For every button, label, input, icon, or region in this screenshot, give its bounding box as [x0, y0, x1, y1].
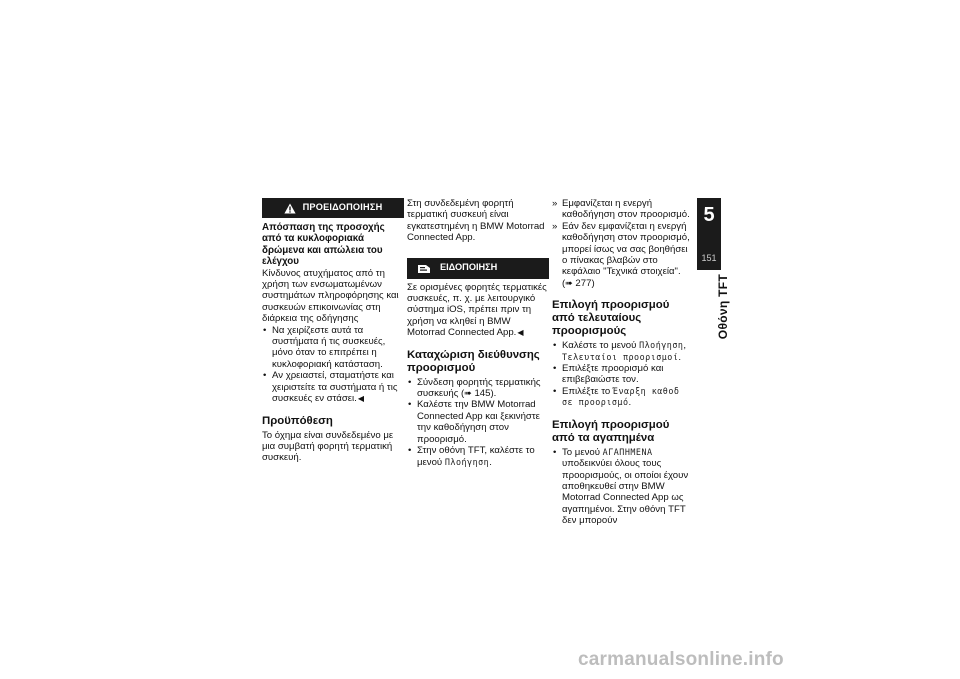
warning-list — [262, 325, 404, 405]
end-marker-icon: ◀ — [517, 328, 524, 338]
page-ref-arrow-icon: ➠ — [464, 388, 472, 399]
list-item: • Καλέστε το μενού Πλοήγηση, Τελευταίοι προορισμοί. — [552, 340, 694, 363]
list-item: • Επιλέξτε το Έναρξη καθοδ σε προορισμό. — [552, 386, 694, 409]
list-item: • Σύνδεση φορητής τερματικής συσκευής (➠ 145). — [407, 377, 549, 400]
warning-title: ΠΡΟΕΙΔΟΠΟΙΗΣΗ — [302, 202, 383, 213]
last-destinations-heading: Επιλογή προορισμού από τελευταίους προορισμούς — [552, 299, 670, 338]
list-item: • Στην οθόνη TFT, καλέστε το μενού Πλοήγηση. — [407, 445, 549, 468]
list-item: » Εμφανίζεται η ενεργή καθοδήγηση στον προορισμό. — [552, 198, 694, 221]
destination-heading: Καταχώριση διεύθυνσης προορισμού — [407, 348, 540, 374]
page-ref-arrow-icon: ➠ — [565, 277, 573, 288]
menu-name: Έναρξη καθοδ σε προορισμό — [562, 385, 680, 408]
note-text: Σε ορισμένες φορητές τερματικές συσκευές, π. χ. με λειτουργικό σύστημα iOS, πρέπει πριν τη χρήση να κληθεί η BMW Motorrad Connected App.◀ — [407, 281, 547, 339]
destination-steps — [407, 377, 549, 468]
list-item: » Εάν δεν εμφανίζεται η ενεργή καθοδήγηση στον προορισμό, μπορεί ίσως να σας βοηθήσει ο πίνακας βλαβών στο κεφάλαιο "Τεχνικά στοιχεία". (➠ 277) — [552, 221, 694, 289]
list-item: • Καλέστε την BMW Motorrad Connected App και ξεκινήστε την καθοδήγηση στον προορισμό. — [407, 399, 549, 445]
menu-name: Τελευταίοι προορισμοί — [562, 351, 679, 362]
chapter-title-vertical — [680, 274, 740, 354]
end-marker-icon: ◀ — [357, 394, 364, 404]
list-item: • Αν χρειαστεί, σταματήστε και χειριστείτε τα συστήματα ή τις συσκευές εν στάσει.◀ — [262, 370, 404, 404]
warning-subhead: Απόσπαση της προσοχής από τα κυκλοφοριακά δρώμενα και απώλεια του ελέγχου — [262, 222, 385, 268]
warning-triangle-icon — [284, 203, 296, 214]
menu-name: ΑΓΑΠΗΜΕΝΑ — [602, 446, 653, 457]
list-item: • Να χειρίζεστε αυτά τα συστήματα ή τις συσκευές, μόνο όταν το επιτρέπει η κυκλοφοριακή κατάσταση. — [262, 325, 404, 371]
list-item: • Επιλέξτε προορισμό και επιβεβαιώστε τον. — [552, 363, 694, 386]
menu-name: Πλοήγηση — [639, 340, 684, 351]
list-item: • Το μενού ΑΓΑΠΗΜΕΝΑ υποδεικνύει όλους τους προορισμούς, οι οποίοι έχουν αποθηκευθεί στην BMW Motorrad Connected App ως αγαπημένοι. Στην οθόνη TFT δεν μπορούν — [552, 447, 694, 527]
last-destinations-steps — [552, 340, 694, 408]
menu-name: Πλοήγηση — [444, 456, 490, 467]
favourites-steps — [552, 447, 694, 527]
warning-box-header — [262, 198, 404, 218]
watermark: carmanualsonline.info — [578, 649, 784, 670]
warning-body: Κίνδυνος ατυχήματος από τη χρήση των ενσωματωμένων συστημάτων πληροφόρησης και συσκευών επικοινωνίας στη διάρκεια της οδήγησης — [262, 267, 399, 325]
page-number: 151 — [701, 253, 717, 263]
column-1 — [262, 198, 404, 464]
column-3 — [552, 198, 694, 527]
chapter-title: Οθόνη TFT — [716, 274, 730, 340]
note-icon — [417, 263, 431, 274]
intro-text: Στη συνδεδεμένη φορητή τερματική συσκευή είναι εγκατεστημένη η BMW Motorrad Connected App. — [407, 198, 545, 244]
prerequisite-text: Το όχημα είναι συνδεδεμένο με μια συμβατή φορητή τερματική συσκευή. — [262, 429, 394, 464]
page-ref: 145 — [474, 388, 491, 400]
column-2 — [407, 198, 549, 468]
chapter-tab — [697, 198, 721, 270]
chapter-number: 5 — [703, 204, 715, 226]
note-title: ΕΙΔΟΠΟΙΗΣΗ — [440, 262, 498, 273]
favourites-heading: Επιλογή προορισμού από τα αγαπημένα — [552, 418, 670, 444]
result-list — [552, 198, 694, 289]
page-ref: 277 — [575, 277, 592, 289]
note-box-header — [407, 258, 549, 279]
prerequisite-heading: Προϋπόθεση — [262, 414, 333, 427]
